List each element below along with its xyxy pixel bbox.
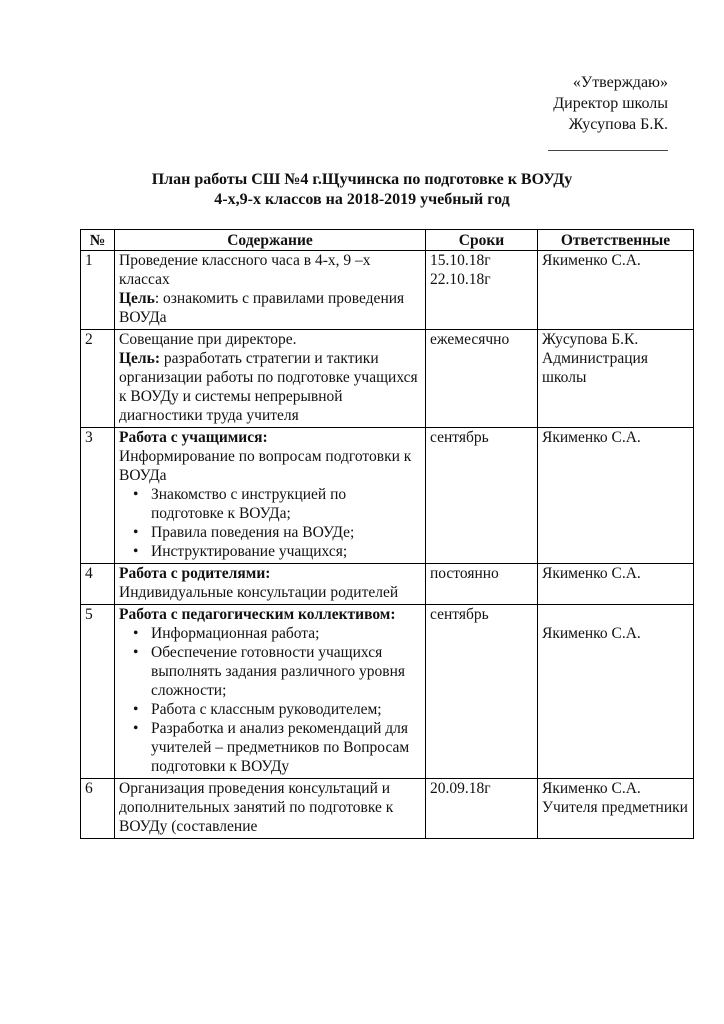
row-dates (426, 330, 538, 428)
signature-line (548, 150, 668, 151)
plan-table (80, 229, 694, 839)
table-row (81, 330, 694, 428)
goal-text: : ознакомить с правилами проведения ВОУДа (119, 290, 405, 326)
table-row (81, 605, 694, 779)
row-content-text: Организация проведения консультаций и дополнительных занятий по подготовке к ВОУДу (составление (119, 780, 394, 835)
responsible-person: Учителя предметники (542, 799, 688, 816)
row-responsible (538, 605, 694, 779)
row-content (115, 779, 426, 839)
row-content-text: Совещание при директоре. (119, 331, 297, 348)
row-goal (119, 349, 422, 425)
table-row (81, 779, 694, 839)
goal-text: разработать стратегии и тактики организации работы по подготовке учащихся к ВОУДу и системы непрерывной диагностики труда учителя (119, 350, 418, 424)
row-number: 1 (81, 251, 115, 330)
table-row (81, 251, 694, 330)
row-goal (119, 289, 422, 327)
responsible-person: Якименко С.А. (542, 429, 641, 446)
row-responsible (538, 779, 694, 839)
row-content (115, 564, 426, 605)
row-dates (426, 564, 538, 605)
approval-title: «Утверждаю» (572, 74, 668, 91)
list-item: • Правила поведения на ВОУДе; (131, 523, 422, 542)
approval-position: Директор школы (553, 95, 668, 112)
row-content (115, 251, 426, 330)
row-dates (426, 428, 538, 564)
approval-block (548, 72, 668, 151)
responsible-person: Якименко С.А. (542, 565, 641, 582)
row-number: 2 (81, 330, 115, 428)
row-responsible (538, 251, 694, 330)
row-content-text: Проведение классного часа в 4-х, 9 –х классах (119, 252, 371, 288)
row-date: постоянно (430, 565, 499, 582)
list-item: • Обеспечение готовности учащихся выполнять задания различного уровня сложности; (131, 643, 422, 700)
table-row (81, 564, 694, 605)
row-responsible (538, 330, 694, 428)
table-row (81, 428, 694, 564)
row-date: ежемесячно (430, 331, 510, 348)
responsible-person: Жусупова Б.К. (542, 331, 639, 348)
list-item: • Знакомство с инструкцией по подготовке к ВОУДа; (131, 485, 422, 523)
approval-name: Жусупова Б.К. (568, 116, 668, 133)
responsible-person: Якименко С.А. (542, 625, 641, 642)
bullet-list (119, 624, 422, 776)
row-date: сентябрь (430, 429, 489, 446)
row-content (115, 428, 426, 564)
row-date: 15.10.18г (430, 252, 491, 269)
responsible-person: Якименко С.А. (542, 780, 641, 797)
row-number: 5 (81, 605, 115, 779)
title-line-2: 4-х,9-х классов на 2018-2019 учебный год (214, 191, 510, 208)
goal-label: Цель: (119, 350, 160, 367)
row-date: 20.09.18г (430, 780, 491, 797)
responsible-person: Администрация школы (542, 350, 648, 386)
row-date: сентябрь (430, 606, 489, 623)
row-number: 6 (81, 779, 115, 839)
row-content-text: Индивидуальные консультации родителей (119, 584, 399, 601)
list-item: • Работа с классным руководителем; (131, 700, 422, 719)
row-number: 3 (81, 428, 115, 564)
header-content: Содержание (115, 230, 426, 251)
row-heading: Работа с родителями: (119, 565, 271, 582)
title-line-1: План работы СШ №4 г.Щучинска по подготовке к ВОУДу (151, 171, 573, 188)
document-title (0, 170, 724, 210)
row-content (115, 330, 426, 428)
row-content-text: Информирование по вопросам подготовки к ВОУДа (119, 448, 412, 484)
goal-label: Цель (119, 290, 155, 307)
list-item: • Инструктирование учащихся; (131, 542, 422, 561)
row-dates (426, 251, 538, 330)
row-dates (426, 605, 538, 779)
bullet-list (119, 485, 422, 561)
row-responsible (538, 564, 694, 605)
list-item: • Информационная работа; (131, 624, 422, 643)
row-heading: Работа с учащимися: (119, 429, 268, 446)
row-number: 4 (81, 564, 115, 605)
table-header-row (81, 230, 694, 251)
row-heading: Работа с педагогическим коллективом: (119, 606, 396, 623)
row-dates (426, 779, 538, 839)
row-date: 22.10.18г (430, 271, 491, 288)
header-dates: Сроки (426, 230, 538, 251)
row-content (115, 605, 426, 779)
list-item: • Разработка и анализ рекомендаций для учителей – предметников по Вопросам подготовки к ВОУДу (131, 719, 422, 776)
row-responsible (538, 428, 694, 564)
header-responsible: Ответственные (538, 230, 694, 251)
responsible-person: Якименко С.А. (542, 252, 641, 269)
header-number: № (81, 230, 115, 251)
